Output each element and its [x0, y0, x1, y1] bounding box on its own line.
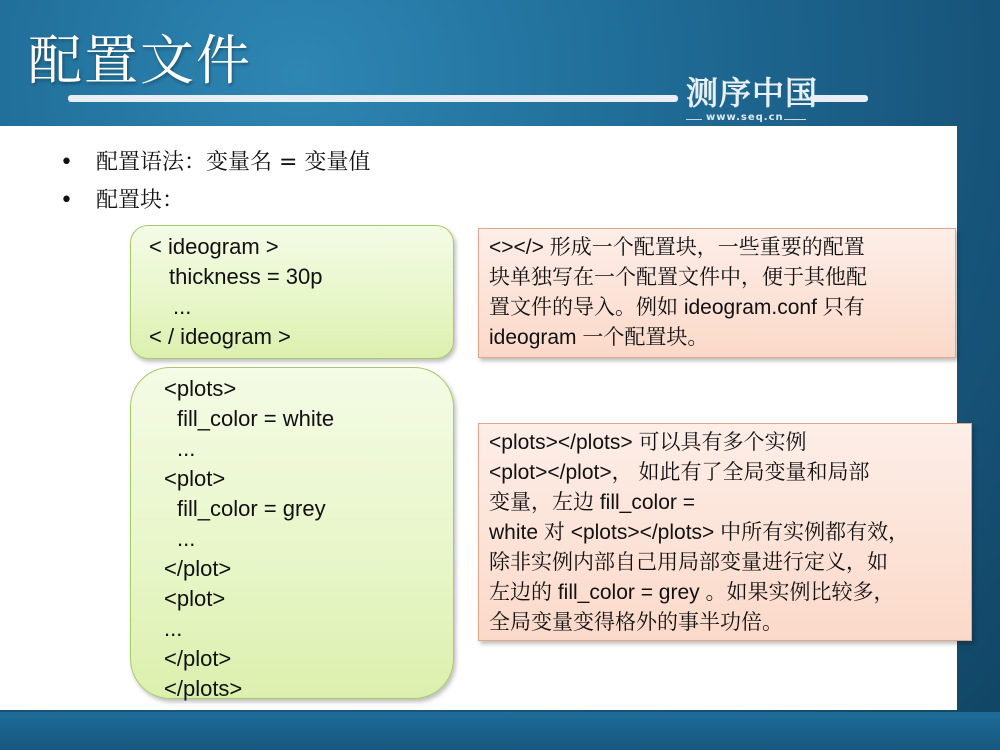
note-config-block	[478, 228, 956, 358]
bullet-text: 配置语法：变量名 = 变量值	[96, 150, 371, 175]
logo-divider-right	[784, 119, 806, 120]
code-block-plots	[130, 367, 454, 699]
code-line: ...	[173, 294, 192, 319]
note-line: 置文件的导入。例如 ideogram.conf 只有	[489, 296, 865, 319]
code-line: </plot>	[164, 556, 232, 581]
code-line: fill_color = grey	[177, 496, 326, 521]
code-line: ...	[177, 526, 196, 551]
code-block-ideogram	[130, 225, 454, 359]
code-line: <plots>	[164, 376, 237, 401]
note-line: <></> 形成一个配置块，一些重要的配置	[489, 236, 865, 259]
bullet-dot-icon: •	[60, 150, 73, 175]
code-line: fill_color = white	[177, 406, 335, 431]
note-line: <plots></plots> 可以具有多个实例	[489, 431, 807, 454]
logo-divider-left	[686, 119, 702, 120]
code-line: </plots>	[164, 676, 243, 701]
bullet-list	[60, 144, 370, 220]
note-line: ideogram 一个配置块。	[489, 326, 709, 349]
code-line: <plot>	[164, 586, 226, 611]
note-line: 除非实例内部自己用局部变量进行定义，如	[489, 551, 888, 574]
note-line: 变量，左边 fill_color =	[489, 491, 695, 514]
logo: 测序中国	[686, 74, 819, 112]
note-line: 全局变量变得格外的事半功倍。	[489, 611, 783, 634]
slide-title: 配置文件	[28, 29, 252, 92]
logo-url: www.seq.cn	[706, 112, 784, 123]
note-line: 左边的 fill_color = grey 。如果实例比较多，	[489, 581, 895, 604]
code-line: ...	[177, 436, 196, 461]
code-line: thickness = 30p	[169, 264, 323, 289]
code-line: <plot>	[164, 466, 226, 491]
code-line: < / ideogram >	[149, 324, 291, 349]
note-line: white 对 <plots></plots> 中所有实例都有效，	[489, 521, 910, 544]
note-line: 块单独写在一个配置文件中，便于其他配	[489, 266, 867, 289]
code-line: </plot>	[164, 646, 232, 671]
bullet-item	[60, 144, 370, 182]
title-underline	[68, 95, 678, 102]
bullet-item	[60, 182, 370, 220]
title-underline-right	[810, 95, 868, 102]
bullet-dot-icon: •	[60, 188, 73, 213]
code-line: < ideogram >	[149, 234, 279, 259]
note-line: <plot></plot>， 如此有了全局变量和局部	[489, 461, 870, 484]
slide-footer-band	[0, 712, 1000, 750]
note-plots-instances	[478, 423, 972, 641]
bullet-text: 配置块：	[96, 188, 185, 213]
code-line: ...	[164, 616, 183, 641]
